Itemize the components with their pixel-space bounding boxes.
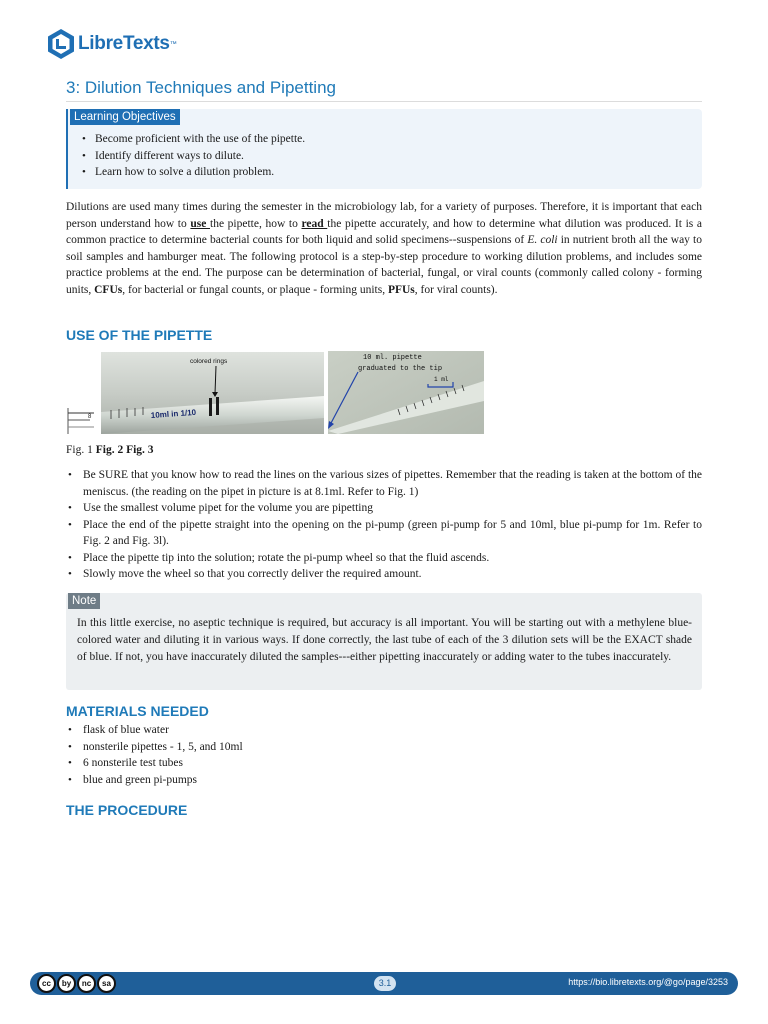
pipette-steps-list [66,467,702,583]
brand-tm: ™ [169,40,177,48]
note-text: In this little exercise, no aseptic technique is required, but accuracy is all important. You will be starting out with a methylene blue-colored water and diluting it in various ways. If done correctly, the last tube of each of the 3 dilution sets will be the EXACT shade of blue. If not, you have inaccurately diluted the samples---either pipetting inaccurately or adding water to the tubes inaccurately. [77,617,692,663]
section-heading-use-of-pipette: USE OF THE PIPETTE [66,327,213,343]
list-item: • flask of blue water [66,722,702,739]
libretexts-logo-icon [46,28,76,60]
note-label: Note [68,593,100,609]
figure-caption: Fig. 1 Fig. 2 Fig. 3 [66,444,154,456]
pipette-figures [66,351,449,435]
figure-1-mark: 8 [88,414,92,420]
figure-2-annotation: colored rings [190,358,228,365]
intro-paragraph: Dilutions are used many times during the semester in the microbiology lab, for a variety of purposes. Therefore, it is important that each person understand how to use the pipette, how to read the pipette accurately, and how to determine what dilution was produced. It is a common practice to determine bacterial counts for both liquid and solid specimens--suspensions of E. coli in nutrient broth all the way to soil samples and hamburger meat. The following protocol is a step-by-step procedure to working dilution problems, and includes some practice problems at the end. The purpose can be determination of bacterial, fungal, or viral counts (commonly called colony - forming units, CFUs, for bacterial or fungal counts, or plaque - forming units, PFUs, for viral counts). [66,201,702,296]
objectives-list [80,131,305,181]
brand-name: LibreTexts [78,33,170,54]
libretexts-logo[interactable] [46,27,177,61]
list-item: • nonsterile pipettes - 1, 5, and 10ml [66,739,702,756]
objective-item: • Identify different ways to dilute. [80,148,305,165]
page-url-link[interactable]: https://bio.libretexts.org/@go/page/3253 [568,977,728,987]
list-item: • Place the end of the pipette straight into the opening on the pi-pump (green pi-pump for 5 and 10ml, blue pi-pump for 1m. Refer to Fig. 2 and Fig. 3l). [66,517,702,550]
share-alike-icon: sa [97,974,116,993]
figure-2-pipette-label: 10ml in 1/10 [150,407,197,420]
learning-objectives-box [66,109,702,189]
ecoli-term: E. coli [527,234,558,246]
section-heading-procedure: THE PROCEDURE [66,802,188,818]
objective-item: • Become proficient with the use of the pipette. [80,131,305,148]
list-item: • Be SURE that you know how to read the lines on the various sizes of pipettes. Remember that the reading is taken at the bottom of the meniscus. (the reading on the pipet in picture is at 8.1ml. Refer to Fig. 1) [66,467,702,500]
title-divider [66,101,702,102]
figure-3-pipette-photo [328,351,484,434]
use-emphasis: use [190,217,210,230]
figure-2-pipette-photo [101,352,324,434]
figure-3-scale: 1 ml [434,376,449,383]
page-footer [30,972,738,995]
list-item: • Place the pipette tip into the solution; rotate the pi-pump wheel so that the fluid ascends. [66,550,702,567]
figure-3-line-1: 10 ml. pipette [363,354,422,362]
cc-icon: cc [37,974,56,993]
materials-list [66,722,702,788]
creative-commons-license[interactable] [37,974,116,993]
figure-1-meniscus [66,406,94,434]
page-title: 3: Dilution Techniques and Pipetting [66,78,336,97]
list-item: • 6 nonsterile test tubes [66,755,702,772]
noncommercial-icon: nc [77,974,96,993]
list-item: • Slowly move the wheel so that you correctly deliver the required amount. [66,566,702,583]
section-heading-materials: MATERIALS NEEDED [66,703,209,719]
learning-objectives-label: Learning Objectives [70,109,180,125]
pfu-term: PFUs [387,283,415,296]
figure-3-line-2: graduated to the tip [358,365,443,373]
read-emphasis: read [301,217,328,230]
list-item: • blue and green pi-pumps [66,772,702,789]
objective-item: • Learn how to solve a dilution problem. [80,164,305,181]
page-number: 3.1 [374,976,396,991]
note-box [66,593,702,690]
by-attribution-icon: by [57,974,76,993]
cfu-term: CFUs [94,283,123,296]
list-item: • Use the smallest volume pipet for the volume you are pipetting [66,500,702,517]
